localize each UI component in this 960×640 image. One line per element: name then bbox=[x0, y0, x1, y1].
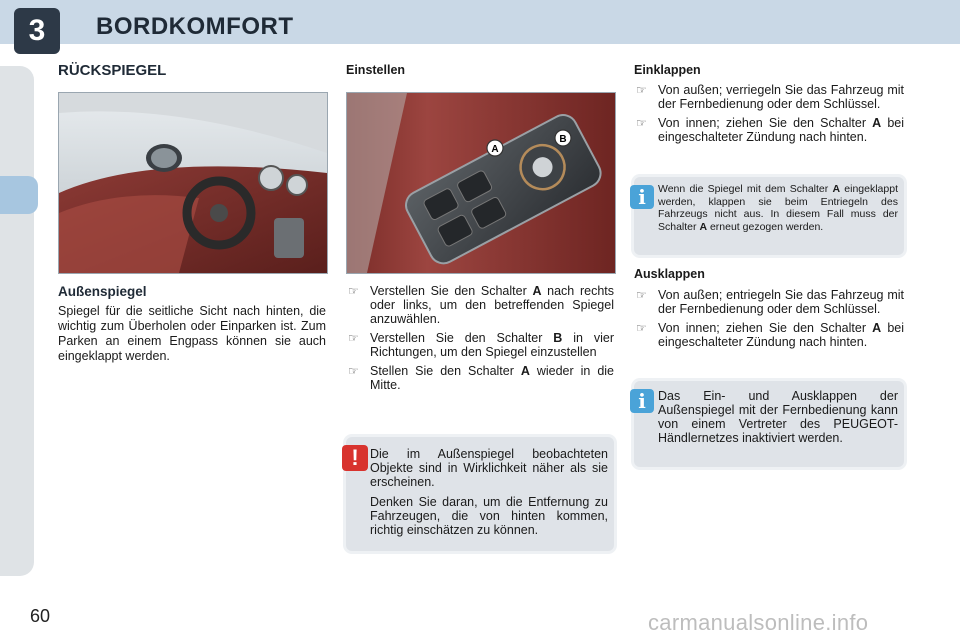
info-icon: i bbox=[630, 185, 654, 209]
interior-photo bbox=[58, 92, 328, 274]
adjust-heading: Einstellen bbox=[346, 63, 406, 77]
list-item: ☞ Von außen; verriegeln Sie das Fahrzeug mit der Fernbedienung oder dem Schlüssel. bbox=[636, 83, 904, 111]
list-item: ☞ Stellen Sie den Schalter A wieder in die Mitte. bbox=[348, 364, 615, 392]
warning-text: Die im Außenspiegel beobachteten Objekte sind in Wirklichkeit näher als sie erscheinen. Denken Sie daran, um die Entfernung zu Fahrzeugen, die von hinten kommen, richtig einschätzen zu können. bbox=[370, 447, 608, 537]
warning-icon: ! bbox=[342, 445, 368, 471]
mirror-switch-image bbox=[347, 93, 615, 273]
info-text-fold: Wenn die Spiegel mit dem Schalter A eingeklappt werden, klappen sie beim Entriegeln des Fahrzeugs nicht aus. In diesem Fall muss der Schalter A erneut gezogen werden. bbox=[658, 183, 898, 233]
list-item: ☞ Verstellen Sie den Schalter B in vier Richtungen, um den Spiegel einzustellen bbox=[348, 331, 614, 359]
intro-paragraph: Spiegel für die seitliche Sicht nach hinten, die wichtig zum Überholen oder Einparken ist. Zum Parken an einem Engpass können sie auch eingeklappt werden. bbox=[58, 304, 326, 363]
pointing-hand-icon: ☞ bbox=[348, 284, 359, 298]
switch-photo bbox=[346, 92, 616, 274]
unfold-steps bbox=[634, 288, 904, 354]
unfold-heading: Ausklappen bbox=[634, 267, 705, 281]
subsection-title: Außenspiegel bbox=[58, 284, 147, 299]
chapter-number: 3 bbox=[14, 8, 60, 54]
list-item: ☞ Von innen; ziehen Sie den Schalter A bei eingeschalteter Zündung nach hinten. bbox=[636, 321, 905, 349]
page-title: BORDKOMFORT bbox=[96, 13, 294, 40]
info-box-fold bbox=[634, 177, 904, 255]
page-number: 60 bbox=[30, 606, 51, 626]
callout-b-label: B bbox=[559, 134, 567, 145]
pointing-hand-icon: ☞ bbox=[636, 83, 647, 97]
info-icon: i bbox=[630, 389, 654, 413]
list-item: ☞ Verstellen Sie den Schalter A nach rechts oder links, um den betreffenden Spiegel anzuwählen. bbox=[348, 284, 614, 326]
info-text-remote: Das Ein- und Ausklappen der Außenspiegel mit der Fernbedienung kann von einem Vertreter des PEUGEOT-Händlernetzes inaktiviert werden. bbox=[658, 389, 898, 445]
side-rail bbox=[0, 66, 34, 576]
pointing-hand-icon: ☞ bbox=[636, 321, 647, 335]
watermark: carmanualsonline.info bbox=[648, 610, 869, 635]
list-item: ☞ Von innen; ziehen Sie den Schalter A bei eingeschalteter Zündung nach hinten. bbox=[636, 116, 905, 144]
pointing-hand-icon: ☞ bbox=[348, 364, 359, 378]
fold-steps bbox=[634, 83, 904, 149]
fold-heading: Einklappen bbox=[634, 63, 701, 77]
warning-box bbox=[346, 437, 614, 551]
info-box-remote bbox=[634, 381, 904, 467]
chapter-tab[interactable] bbox=[0, 176, 38, 214]
callout-a-label: A bbox=[491, 144, 499, 155]
car-interior-image bbox=[59, 93, 327, 273]
pointing-hand-icon: ☞ bbox=[636, 288, 647, 302]
pointing-hand-icon: ☞ bbox=[348, 331, 359, 345]
list-item: ☞ Von außen; entriegeln Sie das Fahrzeug mit der Fernbedienung oder dem Schlüssel. bbox=[636, 288, 904, 316]
pointing-hand-icon: ☞ bbox=[636, 116, 647, 130]
section-title: RÜCKSPIEGEL bbox=[58, 62, 167, 79]
adjust-steps bbox=[346, 284, 614, 397]
